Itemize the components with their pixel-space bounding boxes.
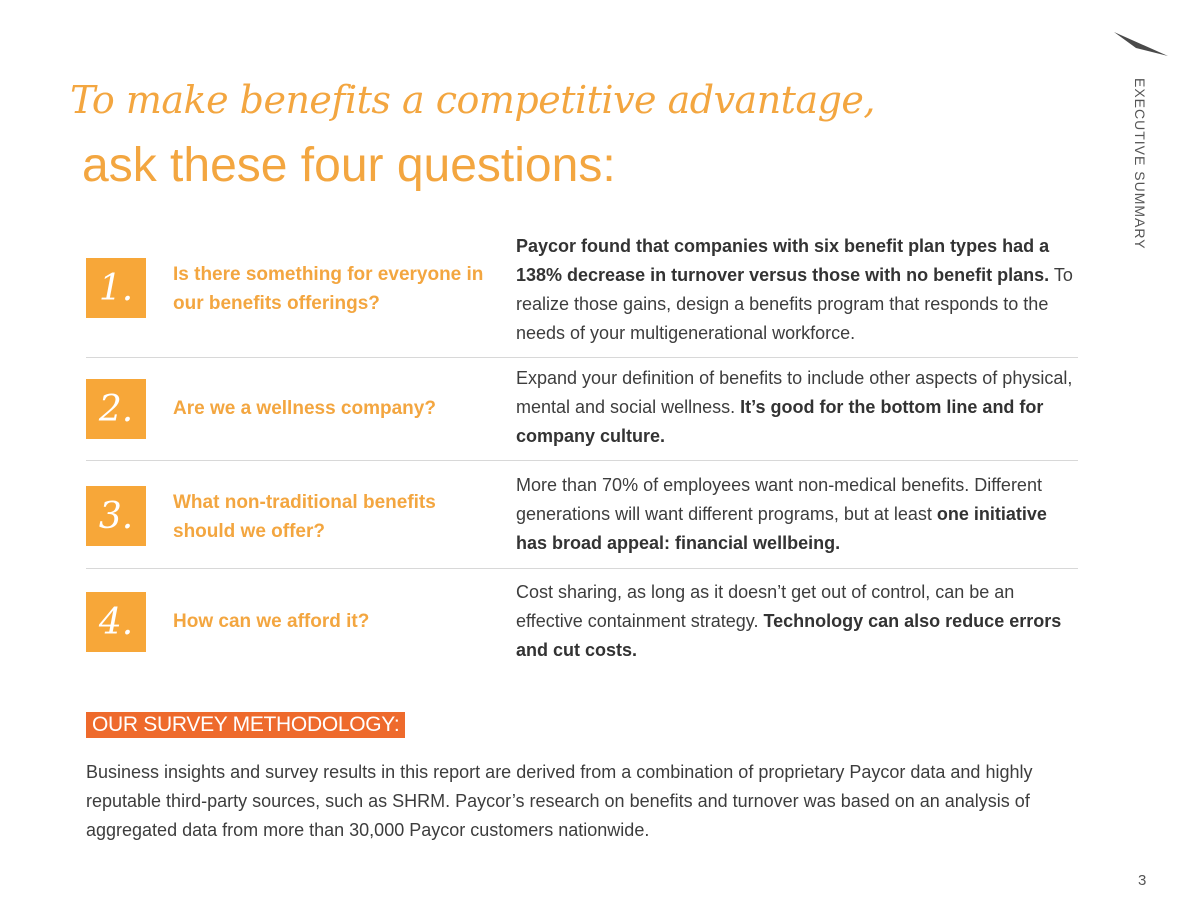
section-label: EXECUTIVE SUMMARY: [1132, 78, 1148, 250]
answer-text: [516, 364, 1076, 451]
answer-bold: It’s good for the bottom line and for company culture.: [516, 397, 1044, 446]
answer-regular: Cost sharing, as long as it doesn’t get out of control, can be an effective containment strategy.: [516, 582, 1015, 631]
answer-bold: one initiative has broad appeal: financial wellbeing.: [516, 504, 1047, 553]
answer-regular: To realize those gains, design a benefits program that responds to the needs of your multigenerational workforce.: [516, 265, 1073, 343]
methodology-text: Business insights and survey results in this report are derived from a combination of proprietary Paycor data and highly reputable third-party sources, such as SHRM. Paycor’s research on benefits and turnover was based on an analysis of aggregated data from more than 30,000 Paycor customers nationwide.: [86, 762, 1033, 840]
number-badge: 1.: [86, 258, 146, 318]
row-divider: [86, 568, 1078, 569]
number-badge: 3.: [86, 486, 146, 546]
answer-text: [516, 471, 1076, 558]
question-text: How can we afford it?: [173, 611, 370, 632]
page-title-script: To make benefits a competitive advantage,: [70, 78, 875, 122]
row-divider: [86, 357, 1078, 358]
answer-bold: Technology can also reduce errors and cut costs.: [516, 611, 1062, 660]
answer-regular: More than 70% of employees want non-medical benefits. Different generations will want different programs, but at least: [516, 475, 1042, 524]
row-divider: [86, 460, 1078, 461]
answer-text: [516, 578, 1076, 665]
answer-bold: Paycor found that companies with six benefit plan types had a 138% decrease in turnover versus those with no benefit plans.: [516, 236, 1050, 285]
answer-regular: Expand your definition of benefits to include other aspects of physical, mental and social wellness.: [516, 368, 1073, 417]
paycor-logo-icon: [1112, 30, 1170, 62]
question-text: Are we a wellness company?: [173, 398, 436, 419]
number-badge: 4.: [86, 592, 146, 652]
number-badge: 2.: [86, 379, 146, 439]
page-title: ask these four questions:: [82, 139, 616, 192]
question-text: Is there something for everyone in our benefits offerings?: [173, 264, 484, 314]
page-number: 3: [1138, 872, 1147, 889]
methodology-label: OUR SURVEY METHODOLOGY:: [86, 712, 405, 738]
answer-text: [516, 232, 1076, 348]
question-text: What non-traditional benefits should we offer?: [173, 492, 436, 542]
